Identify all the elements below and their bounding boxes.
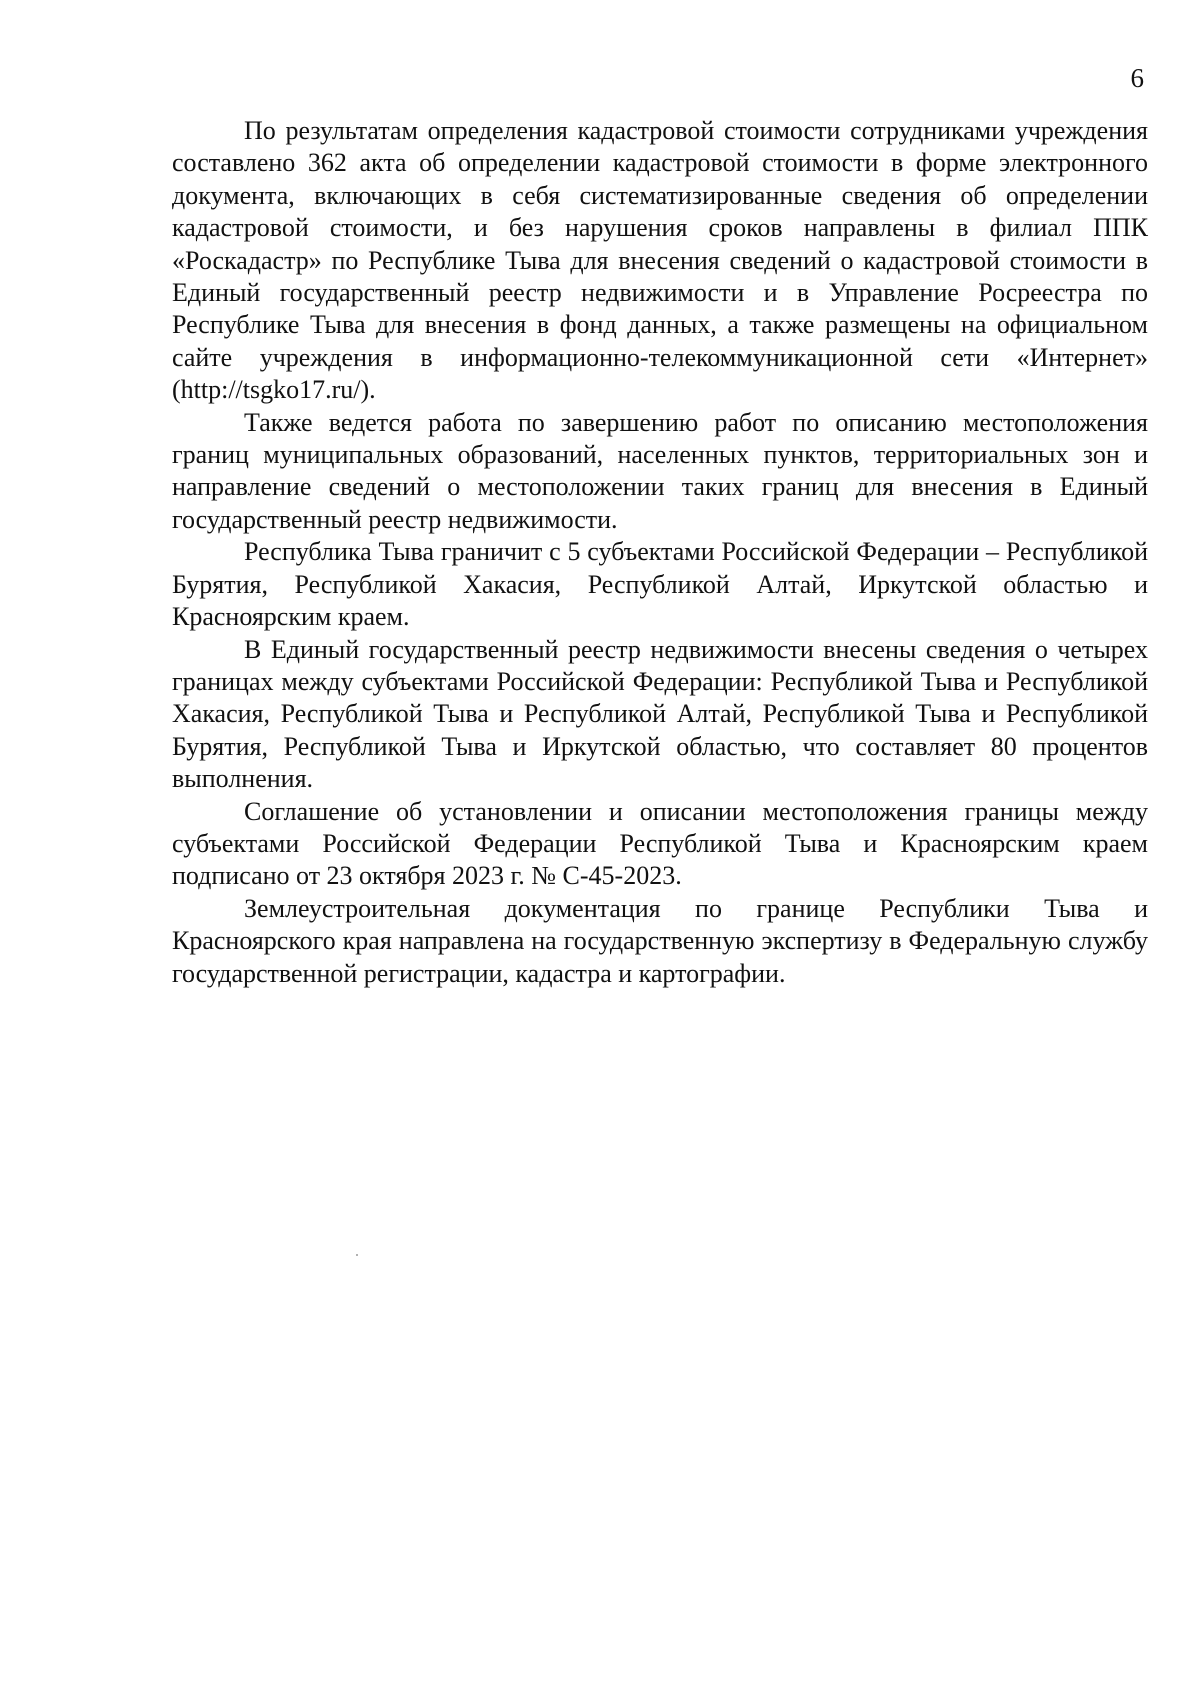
paragraph-bordering-subjects: Республика Тыва граничит с 5 субъектами Российской Федерации – Республикой Бурятия, Республикой Хакасия, Республикой Алтай, Иркутской областью и Красноярским краем. [172,537,1148,632]
document-body [172,115,1148,990]
paragraph-boundary-description-work: Также ведется работа по завершению работ по описанию местоположения границ муниципальных образований, населенных пунктов, территориальных зон и направление сведений о местоположении таких границ для внесения в Единый государственный реестр недвижимости. [172,407,1148,534]
paragraph-agreement: Соглашение об установлении и описании местоположения границы между субъектами Российской Федерации Республикой Тыва и Красноярским краем подписано от 23 октября 2023 г. № С-45-2023. [172,796,1148,891]
paragraph-land-documentation: Землеустроительная документация по границе Республики Тыва и Красноярского края направлена на государственную экспертизу в Федеральную службу государственной регистрации, кадастра и картографии. [172,893,1148,988]
paragraph-cadastral-acts: По результатам определения кадастровой стоимости сотрудниками учреждения составлено 362 акта об определении кадастровой стоимости в форме электронного документа, включающих в себя систематизированные сведения об определении кадастровой стоимости, и без нарушения сроков направлены в филиал ППК «Роскадастр» по Республике Тыва для внесения сведений о кадастровой стоимости в Единый государственный реестр недвижимости и в Управление Росреестра по Республике Тыва для внесения в фонд данных, а также размещены на официальном сайте учреждения в информационно-телекоммуникационной сети «Интернет» (http://tsgko17.ru/). [172,116,1148,405]
paragraph-registered-borders: В Единый государственный реестр недвижимости внесены сведения о четырех границах между субъектами Российской Федерации: Республикой Тыва и Республикой Хакасия, Республикой Тыва и Республикой Алтай, Республикой Тыва и Республикой Бурятия, Республикой Тыва и Иркутской областью, что составляет 80 процентов выполнения. [172,634,1148,794]
scan-speck [356,1254,358,1256]
page-number: 6 [1130,63,1144,93]
